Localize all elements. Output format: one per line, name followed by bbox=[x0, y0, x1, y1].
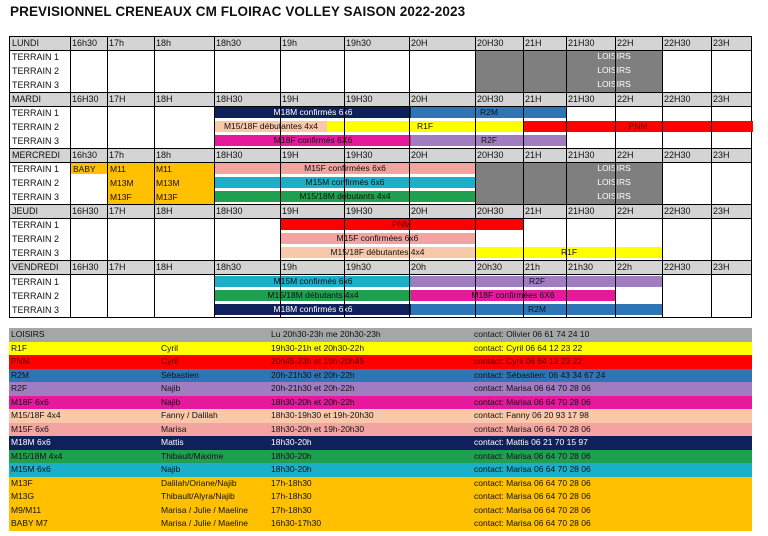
day-label: VENDREDI bbox=[12, 262, 59, 272]
slot-r2f: R2F bbox=[411, 135, 567, 146]
slot-label: LOISIRS bbox=[597, 51, 631, 61]
time-label: 19H bbox=[282, 94, 299, 104]
legend-row bbox=[9, 490, 752, 504]
time-label: 21H30 bbox=[568, 206, 595, 216]
legend-team: M13G bbox=[11, 491, 35, 501]
time-label: 22H30 bbox=[664, 262, 691, 272]
legend-team: M18M 6x6 bbox=[11, 437, 51, 447]
time-label: 16h30 bbox=[72, 38, 98, 48]
legend-row bbox=[9, 328, 752, 342]
slot-m18f: M18F confirmés 6X6 bbox=[215, 135, 411, 146]
legend-team: M15/18F 4x4 bbox=[11, 410, 61, 420]
legend-team: M13F bbox=[11, 477, 33, 488]
slot-label: M13M bbox=[156, 178, 180, 188]
column-divider bbox=[662, 37, 663, 318]
legend-hours: 19h30-21h et 20h30-22h bbox=[271, 342, 365, 353]
legend-row bbox=[9, 517, 752, 531]
time-label: 20H30 bbox=[477, 38, 504, 48]
column-divider bbox=[615, 37, 616, 318]
legend-team: R1F bbox=[11, 342, 28, 353]
slot-m15m: M15M confirmés 6x6 bbox=[215, 276, 411, 287]
time-label: 20H bbox=[411, 38, 428, 48]
legend-row bbox=[9, 369, 752, 383]
time-label: 16H30 bbox=[72, 262, 99, 272]
legend-coach: Cyril bbox=[161, 356, 178, 366]
slot-label: LOISIRS bbox=[597, 65, 631, 75]
time-label: 16h30 bbox=[72, 150, 98, 160]
legend-row bbox=[9, 477, 752, 491]
legend-team: M9/M11 bbox=[11, 504, 42, 515]
legend-contact: contact: Marisa 06 64 70 28 06 bbox=[474, 518, 591, 528]
legend-row bbox=[9, 382, 752, 396]
time-label: 19H bbox=[282, 150, 299, 160]
terrain-label: TERRAIN 2 bbox=[12, 122, 60, 132]
slot-r2m: R2M bbox=[411, 304, 663, 315]
time-label: 18h bbox=[156, 38, 172, 48]
terrain-label: TERRAIN 2 bbox=[12, 234, 60, 244]
terrain-label: TERRAIN 3 bbox=[12, 136, 60, 146]
legend-row bbox=[9, 396, 752, 410]
slot-label: M11 bbox=[110, 164, 126, 174]
legend-hours: 18h30-20h et 19h-20h30 bbox=[271, 423, 365, 434]
legend-coach: Fanny / Dalilah bbox=[161, 410, 218, 420]
time-label: 23H bbox=[713, 38, 730, 48]
slot-label: M13F bbox=[110, 192, 132, 202]
day-label: JEUDI bbox=[12, 206, 39, 216]
time-label: 18H30 bbox=[216, 206, 243, 216]
slot-m15-18f: M15/18F débutantes 4x4 bbox=[280, 247, 475, 258]
time-label: 20H30 bbox=[477, 150, 504, 160]
legend-hours: Lu 20h30-23h me 20h30-23h bbox=[271, 329, 381, 339]
legend-contact: contact: Mattis 06 21 70 15 97 bbox=[474, 437, 588, 447]
legend-contact: contact: Marisa 06 64 70 28 06 bbox=[474, 450, 591, 461]
time-label: 21h bbox=[525, 262, 541, 272]
slot-label: LOISIRS bbox=[597, 163, 631, 173]
legend-hours: 18h30-20h bbox=[271, 437, 312, 447]
slot-label: LOISIRS bbox=[597, 79, 631, 89]
slot-m15m: M15M confirmés 6x6 bbox=[215, 177, 475, 188]
time-label: 19H bbox=[282, 206, 299, 216]
time-label: 17H bbox=[109, 206, 126, 216]
legend-team: BABY M7 bbox=[11, 518, 48, 528]
legend-coach: Najib bbox=[161, 464, 181, 474]
slot-label: M13F bbox=[156, 192, 178, 202]
slot-label: M11 bbox=[156, 164, 172, 174]
legend-contact: contact: Cyril 06 64 12 23 22 bbox=[474, 342, 583, 353]
terrain-label: TERRAIN 1 bbox=[12, 164, 60, 174]
day-label: MERCREDI bbox=[12, 150, 61, 160]
terrain-label: TERRAIN 1 bbox=[12, 277, 60, 287]
legend-hours: 20h45-23h et 19h-20h45 bbox=[271, 356, 365, 366]
time-label: 20H bbox=[411, 206, 428, 216]
time-label: 18h30 bbox=[216, 262, 242, 272]
terrain-label: TERRAIN 2 bbox=[12, 178, 60, 188]
time-label: 20h bbox=[411, 262, 427, 272]
legend-coach: Najib bbox=[161, 383, 181, 393]
column-divider bbox=[475, 37, 476, 318]
slot-m18f: M18F confirmées 6X6 bbox=[411, 290, 615, 301]
time-label: 22H30 bbox=[664, 206, 691, 216]
slot-pnm: PNM bbox=[523, 121, 753, 132]
legend-team: M18F 6x6 bbox=[11, 396, 49, 407]
time-label: 19H30 bbox=[346, 94, 373, 104]
legend-team: R2M bbox=[11, 369, 29, 380]
column-divider bbox=[566, 37, 567, 318]
slot-m15-18m: M15/18M débutants 4x4 bbox=[215, 191, 475, 202]
legend-contact: contact: Marisa 06 64 70 28 06 bbox=[474, 491, 591, 501]
time-label: 18H bbox=[156, 206, 173, 216]
legend-team: M15F 6x6 bbox=[11, 423, 49, 434]
legend-coach: Sébastien bbox=[161, 369, 199, 380]
legend-hours: 18h30-20h et 20h-22h bbox=[271, 396, 355, 407]
legend-contact: contact: Marisa 06 64 70 28 06 bbox=[474, 383, 591, 393]
slot-label: BABY bbox=[73, 164, 96, 174]
legend-coach: Dalilah/Oriane/Najib bbox=[161, 477, 237, 488]
legend-coach: Thibault/Alyra/Najib bbox=[161, 491, 235, 501]
slot-m18m: M18M confirmés 6x6 bbox=[215, 107, 411, 118]
legend-team: R2F bbox=[11, 383, 28, 393]
legend-team: LOISIRS bbox=[11, 329, 45, 339]
time-label: 22H bbox=[617, 150, 634, 160]
column-divider bbox=[523, 37, 524, 318]
time-label: 17H bbox=[109, 262, 126, 272]
legend-hours: 20h-21h30 et 20h-22h bbox=[271, 383, 355, 393]
day-label: LUNDI bbox=[12, 38, 40, 48]
terrain-label: TERRAIN 1 bbox=[12, 108, 60, 118]
legend-row bbox=[9, 423, 752, 437]
legend-contact: contact: Sébastien: 06 43 34 67 24 bbox=[474, 369, 606, 380]
time-label: 20H30 bbox=[477, 94, 504, 104]
terrain-label: TERRAIN 1 bbox=[12, 220, 60, 230]
time-label: 18H bbox=[156, 94, 173, 104]
slot-r1f: R1F bbox=[327, 121, 523, 132]
time-label: 19H30 bbox=[346, 206, 373, 216]
time-label: 23H bbox=[713, 262, 730, 272]
time-label: 22H30 bbox=[664, 94, 691, 104]
legend-coach: Thibault/Maxime bbox=[161, 450, 224, 461]
column-divider bbox=[214, 37, 215, 318]
slot-label: LOISIRS bbox=[597, 191, 631, 201]
time-label: 23H bbox=[713, 94, 730, 104]
legend-row bbox=[9, 342, 752, 356]
time-label: 19h bbox=[282, 38, 298, 48]
time-label: 20H30 bbox=[477, 206, 504, 216]
time-label: 16H30 bbox=[72, 94, 99, 104]
slot-r2f: R2F bbox=[411, 276, 663, 287]
legend-coach: Najib bbox=[161, 396, 181, 407]
legend-row bbox=[9, 436, 752, 450]
legend-coach: Marisa / Julie / Maeline bbox=[161, 504, 248, 515]
time-label: 21H30 bbox=[568, 94, 595, 104]
legend-contact: contact: Cyril 06 64 12 23 22 bbox=[474, 356, 583, 366]
time-label: 17h bbox=[109, 150, 125, 160]
terrain-label: TERRAIN 3 bbox=[12, 248, 60, 258]
time-label: 22H bbox=[617, 94, 634, 104]
slot-m15-18m: M15/18M débutants 4x4 bbox=[215, 290, 411, 301]
time-label: 22H bbox=[617, 206, 634, 216]
legend-hours: 17h-18h30 bbox=[271, 504, 312, 515]
legend-contact: contact: Marisa 06 64 70 28 06 bbox=[474, 423, 591, 434]
time-label: 17H bbox=[109, 94, 126, 104]
legend-hours: 17h-18h30 bbox=[271, 477, 312, 488]
column-divider bbox=[154, 37, 155, 318]
time-label: 20H bbox=[411, 150, 428, 160]
time-label: 22H bbox=[617, 38, 634, 48]
legend-team: PNM bbox=[11, 356, 30, 366]
time-label: 16H30 bbox=[72, 206, 99, 216]
time-label: 23H bbox=[713, 206, 730, 216]
time-label: 18H bbox=[156, 262, 173, 272]
slot-r1f: R1F bbox=[475, 247, 663, 258]
column-divider bbox=[409, 37, 410, 318]
time-label: 22h bbox=[617, 262, 633, 272]
column-divider bbox=[70, 37, 71, 318]
time-label: 21H bbox=[525, 38, 542, 48]
time-label: 22H30 bbox=[664, 38, 691, 48]
legend-coach: Cyril bbox=[161, 342, 178, 353]
terrain-label: TERRAIN 2 bbox=[12, 291, 60, 301]
legend-coach: Mattis bbox=[161, 437, 184, 447]
column-divider bbox=[280, 37, 281, 318]
legend-hours: 20h-21h30 et 20h-22h bbox=[271, 369, 355, 380]
column-divider bbox=[711, 37, 712, 318]
time-label: 18h30 bbox=[216, 38, 242, 48]
time-label: 18h bbox=[156, 150, 172, 160]
slot-m15f: M15F confirmées 6x6 bbox=[215, 163, 475, 174]
legend-hours: 16h30-17h30 bbox=[271, 518, 322, 528]
slot-r2m: R2M bbox=[411, 107, 567, 118]
time-label: 19H30 bbox=[346, 150, 373, 160]
time-label: 21H30 bbox=[568, 38, 595, 48]
column-divider bbox=[107, 37, 108, 318]
column-divider bbox=[344, 37, 345, 318]
legend-contact: contact: Marisa 06 64 70 28 06 bbox=[474, 504, 591, 515]
legend-contact: contact: Marisa 06 64 70 28 06 bbox=[474, 477, 591, 488]
schedule-grid bbox=[9, 36, 752, 318]
time-label: 18H30 bbox=[216, 94, 243, 104]
slot-label: LOISIRS bbox=[597, 177, 631, 187]
time-label: 19h bbox=[282, 262, 298, 272]
legend-team: M15M 6x6 bbox=[11, 464, 51, 474]
time-label: 22H30 bbox=[664, 150, 691, 160]
legend-hours: 18h30-20h bbox=[271, 464, 312, 474]
legend-team: M15/18M 4x4 bbox=[11, 450, 63, 461]
slot-pnm: PNM bbox=[280, 219, 523, 230]
terrain-label: TERRAIN 2 bbox=[12, 66, 60, 76]
legend-contact: contact: Olivier 06 61 74 24 10 bbox=[474, 329, 590, 339]
legend-row bbox=[9, 504, 752, 518]
time-label: 21H bbox=[525, 94, 542, 104]
legend-row bbox=[9, 450, 752, 464]
slot-m18m: M18M confirmés 6x6 bbox=[215, 304, 411, 315]
terrain-label: TERRAIN 3 bbox=[12, 192, 60, 202]
legend-contact: contact: Marisa 06 64 70 28 06 bbox=[474, 464, 591, 474]
time-label: 21H bbox=[525, 150, 542, 160]
legend-contact: contact: Marisa 06 64 70 28 06 bbox=[474, 396, 591, 407]
terrain-label: TERRAIN 3 bbox=[12, 305, 60, 315]
day-label: MARDI bbox=[12, 94, 41, 104]
time-label: 21H bbox=[525, 206, 542, 216]
time-label: 18H30 bbox=[216, 150, 243, 160]
time-label: 19h30 bbox=[346, 262, 372, 272]
terrain-label: TERRAIN 3 bbox=[12, 80, 60, 90]
time-label: 21H30 bbox=[568, 150, 595, 160]
terrain-label: TERRAIN 1 bbox=[12, 52, 60, 62]
page-title: PREVISIONNEL CRENEAUX CM FLOIRAC VOLLEY SAISON 2022-2023 bbox=[10, 4, 466, 19]
time-label: 19h30 bbox=[346, 38, 372, 48]
legend-hours: 18h30-20h bbox=[271, 450, 312, 461]
time-label: 20H bbox=[411, 94, 428, 104]
legend-hours: 17h-18h30 bbox=[271, 491, 312, 501]
time-label: 21h30 bbox=[568, 262, 594, 272]
time-label: 23H bbox=[713, 150, 730, 160]
legend-table bbox=[9, 328, 752, 531]
slot-label: M13M bbox=[110, 178, 134, 188]
legend-row bbox=[9, 463, 752, 477]
legend-coach: Marisa / Julie / Maeline bbox=[161, 518, 248, 528]
legend-row bbox=[9, 409, 752, 423]
legend-contact: contact: Fanny 06 20 93 17 98 bbox=[474, 410, 589, 420]
legend-coach: Marisa bbox=[161, 423, 187, 434]
time-label: 20h30 bbox=[477, 262, 503, 272]
time-label: 17h bbox=[109, 38, 125, 48]
legend-hours: 18h30-19h30 et 19h-20h30 bbox=[271, 410, 374, 420]
slot-m15f: M15F confirmées 6x6 bbox=[280, 233, 475, 244]
slot-m15-18f: M15/18F débutantes 4x4 bbox=[215, 121, 327, 132]
legend-row bbox=[9, 355, 752, 369]
